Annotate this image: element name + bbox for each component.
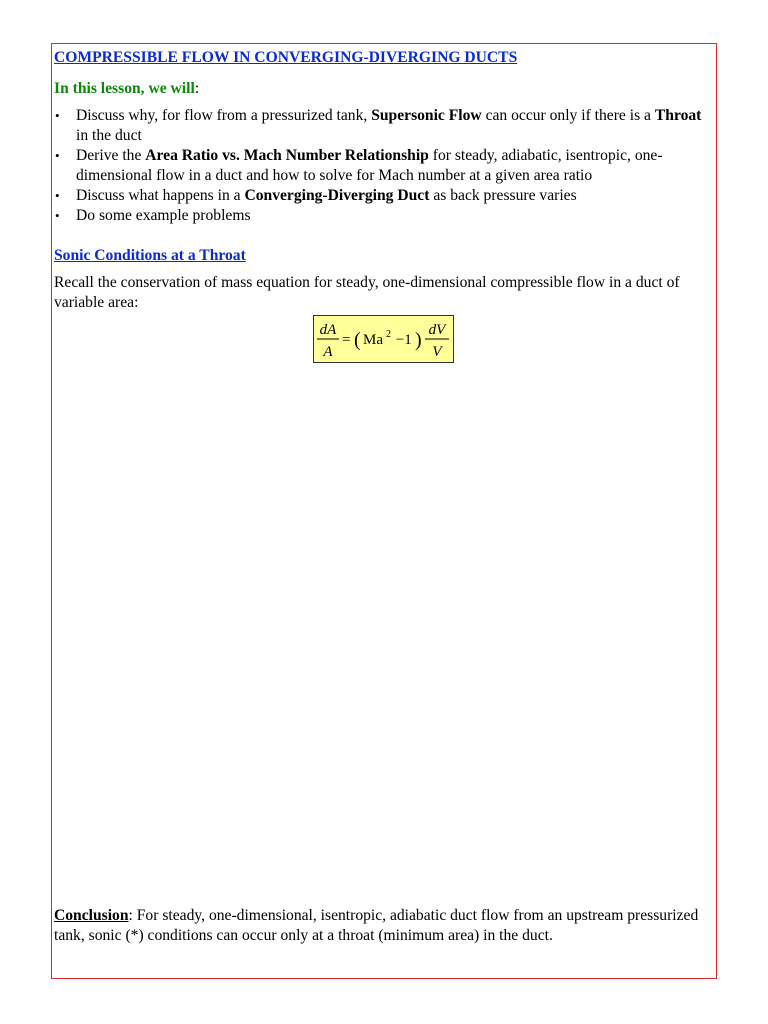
conclusion-text: : For steady, one-dimensional, isentropic, adiabatic duct flow from an upstream pressurized tank, sonic (*) conditions can occur only at a throat (minimum area) in the duct. bbox=[54, 907, 699, 944]
list-item-emphasis: Supersonic Flow bbox=[371, 107, 482, 124]
list-item-text: Discuss why, for flow from a pressurized tank, bbox=[76, 107, 372, 124]
bullet-icon: • bbox=[55, 188, 60, 203]
mach-exponent: 2 bbox=[386, 329, 391, 340]
lesson-heading-colon: : bbox=[194, 80, 200, 97]
conclusion-paragraph bbox=[54, 906, 716, 946]
section-heading-sonic-conditions[interactable]: Sonic Conditions at a Throat bbox=[54, 247, 246, 264]
lesson-heading bbox=[54, 79, 199, 99]
list-item-text: Discuss what happens in a bbox=[76, 187, 245, 204]
paren-right: ) bbox=[415, 329, 422, 351]
list-item-text: for steady, adiabatic, isentropic, one-dimensional flow in a duct and how to solve for Mach number at a given area ratio bbox=[76, 147, 663, 184]
lhs-numerator: dA bbox=[319, 322, 337, 338]
mass-conservation-equation bbox=[313, 315, 454, 363]
bullet-icon: • bbox=[55, 148, 60, 163]
list-item-emphasis: Converging-Diverging Duct bbox=[244, 187, 430, 204]
list-item-text: as back pressure varies bbox=[429, 187, 577, 204]
conclusion-label: Conclusion bbox=[54, 907, 129, 924]
recall-paragraph: Recall the conservation of mass equation for steady, one-dimensional compressible flow in a duct of variable area: bbox=[54, 274, 680, 311]
page-title[interactable]: COMPRESSIBLE FLOW IN CONVERGING-DIVERGING DUCTS bbox=[54, 49, 518, 66]
list-item bbox=[54, 186, 716, 206]
mach-symbol: Ma bbox=[363, 332, 383, 348]
lhs-denominator: A bbox=[323, 344, 333, 360]
lesson-heading-text: In this lesson, we will bbox=[54, 80, 195, 97]
paren-left: ( bbox=[354, 329, 361, 351]
list-item-text: can occur only if there is a bbox=[481, 107, 655, 124]
bullet-icon: • bbox=[55, 208, 60, 223]
list-item bbox=[54, 146, 716, 186]
list-item-text: in the duct bbox=[76, 127, 142, 144]
list-item-text: Do some example problems bbox=[76, 207, 251, 224]
equals-sign: = bbox=[342, 332, 351, 348]
rhs-denominator: V bbox=[432, 344, 442, 360]
list-item bbox=[54, 106, 716, 146]
list-item-emphasis: Area Ratio vs. Mach Number Relationship bbox=[145, 147, 429, 164]
list-item-text: Derive the bbox=[76, 147, 146, 164]
lesson-objectives-list bbox=[54, 106, 716, 226]
rhs-numerator: dV bbox=[428, 322, 446, 338]
bullet-icon: • bbox=[55, 108, 60, 123]
minus-one: −1 bbox=[392, 332, 412, 348]
list-item bbox=[54, 206, 716, 226]
list-item-emphasis: Throat bbox=[654, 107, 702, 124]
